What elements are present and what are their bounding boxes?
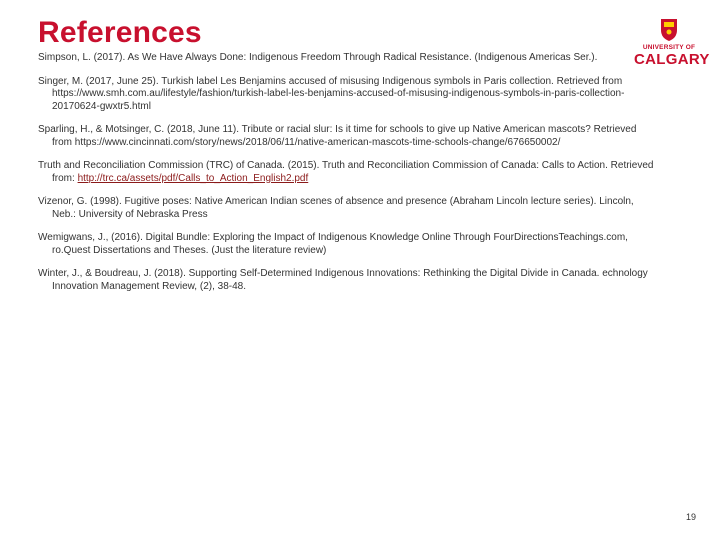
reference-text: Wemigwans, J., (2016). Digital Bundle: Exploring the Impact of Indigenous Knowledge Online Through FourDirectionsTeachings.com, ro.Quest Dissertations and Theses. (Just the literature review) bbox=[38, 232, 628, 256]
reference-text: Vizenor, G. (1998). Fugitive poses: Native American Indian scenes of absence and presence (Abraham Lincoln lecture series). Lincoln, Neb.: University of Nebraska Press bbox=[38, 196, 634, 220]
reference-link[interactable]: http://trc.ca/assets/pdf/Calls_to_Action_English2.pdf bbox=[77, 172, 309, 184]
reference-item bbox=[38, 268, 658, 293]
reference-item bbox=[38, 232, 658, 257]
crest-icon bbox=[660, 18, 678, 42]
reference-text: Truth and Reconciliation Commission (TRC) of Canada. (2015). Truth and Reconciliation Commission of Canada: Calls to Action. Retrieved from: bbox=[38, 160, 654, 184]
logo-text-university-of: UNIVERSITY OF bbox=[642, 44, 696, 51]
reference-text: Singer, M. (2017, June 25). Turkish label Les Benjamins accused of misusing Indigenous symbols in Paris collection. Retrieved from https://www.smh.com.au/lifestyle/fashion/turkish-label-les-benjamins-accused-of-misusing-indigenous-symbols-in-paris-collection-20170624-gwxtr5.html bbox=[38, 75, 625, 112]
reference-item bbox=[38, 76, 658, 114]
reference-text: Winter, J., & Boudreau, J. (2018). Supporting Self-Determined Indigenous Innovations: Rethinking the Digital Divide in Canada. echnology Innovation Management Review, (2), 38-48. bbox=[38, 268, 648, 292]
reference-text: Sparling, H., & Motsinger, C. (2018, June 11). Tribute or racial slur: Is it time for schools to give up Native American mascots? Retrieved from https://www.cincinnati.com/story/news/2018/06/11/native-american-mascots-time-schools-change/676650002/ bbox=[38, 124, 637, 148]
reference-item bbox=[38, 124, 658, 149]
reference-item bbox=[38, 52, 658, 65]
reference-text: Simpson, L. (2017). As We Have Always Done: Indigenous Freedom Through Radical Resistance. (Indigenous Americas Ser.). bbox=[38, 52, 598, 63]
reference-item bbox=[38, 160, 658, 185]
logo-text-calgary: CALGARY bbox=[634, 51, 710, 68]
reference-list bbox=[38, 52, 658, 304]
page-number: 19 bbox=[685, 512, 696, 522]
page-title: References bbox=[38, 16, 202, 49]
reference-item bbox=[38, 196, 658, 221]
